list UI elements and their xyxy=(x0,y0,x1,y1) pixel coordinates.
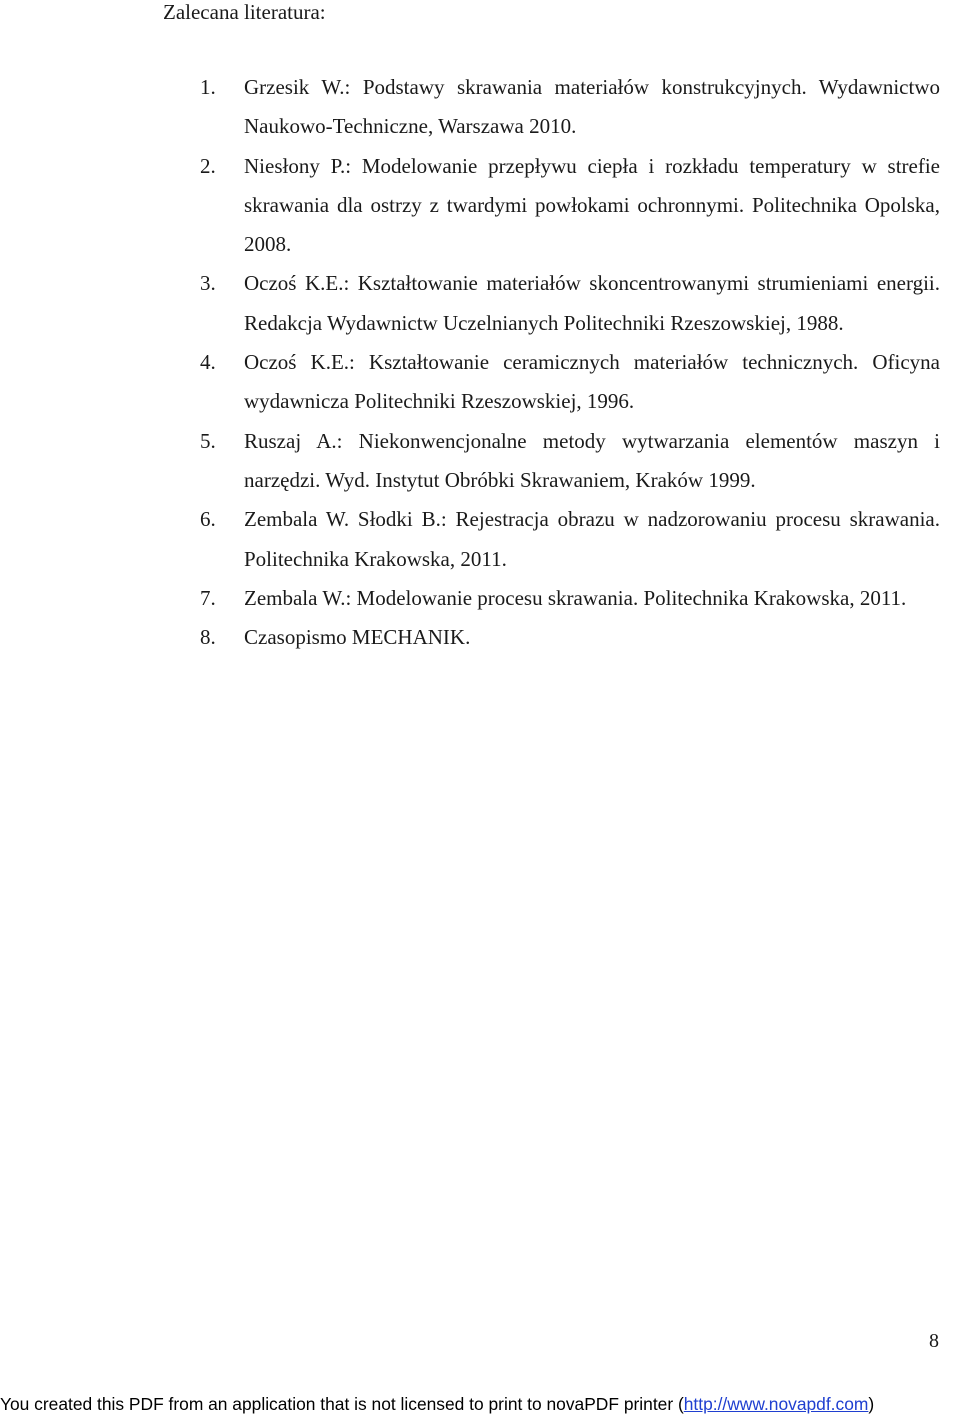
novapdf-link[interactable]: http://www.novapdf.com xyxy=(683,1394,869,1414)
reference-number: 7. xyxy=(200,585,216,610)
reference-text: Czasopismo MECHANIK. xyxy=(244,625,471,650)
reference-item xyxy=(200,343,940,422)
reference-text: Zembala W. Słodki B.: Rejestracja obrazu w nadzorowaniu procesu skrawania. Politechnika Krakowska, 2011. xyxy=(244,507,940,571)
reference-text: Niesłony P.: Modelowanie przepływu ciepła i rozkładu temperatury w strefie skrawania dla ostrzy z twardymi powłokami ochronnymi. Politechnika Opolska, 2008. xyxy=(244,153,940,257)
footer-text-before: You created this PDF from an application that is not licensed to print to novaPDF printer ( xyxy=(0,1394,684,1414)
reference-number: 1. xyxy=(200,75,216,99)
reference-number: 2. xyxy=(200,153,216,178)
reference-number: 3. xyxy=(200,271,216,296)
reference-item xyxy=(200,68,940,147)
reference-text: Ruszaj A.: Niekonwencjonalne metody wytwarzania elementów maszyn i narzędzi. Wyd. Instytut Obróbki Skrawaniem, Kraków 1999. xyxy=(244,428,940,492)
reference-number: 5. xyxy=(200,428,216,453)
reference-text: Oczoś K.E.: Kształtowanie ceramicznych materiałów technicznych. Oficyna wydawnicza Politechniki Rzeszowskiej, 1996. xyxy=(244,350,940,414)
reference-number: 8. xyxy=(200,625,216,650)
footer-text-after: ) xyxy=(868,1394,875,1414)
reference-list xyxy=(200,68,940,657)
reference-text: Zembala W.: Modelowanie procesu skrawania. Politechnika Krakowska, 2011. xyxy=(244,585,907,610)
reference-item xyxy=(200,500,940,579)
page-number: 8 xyxy=(929,1330,939,1352)
reference-item xyxy=(200,264,940,343)
reference-item xyxy=(200,147,940,265)
reference-text: Oczoś K.E.: Kształtowanie materiałów skoncentrowanymi strumieniami energii. Redakcja Wydawnictw Uczelnianych Politechniki Rzeszowskiej, 1988. xyxy=(244,271,940,335)
reference-item xyxy=(200,618,940,657)
section-heading: Zalecana literatura: xyxy=(163,0,326,24)
reference-item xyxy=(200,579,940,618)
reference-item xyxy=(200,422,940,501)
reference-text: Grzesik W.: Podstawy skrawania materiałów konstrukcyjnych. Wydawnictwo Naukowo-Techniczne, Warszawa 2010. xyxy=(244,75,940,139)
reference-number: 6. xyxy=(200,507,216,532)
printer-footer-note xyxy=(0,1393,960,1415)
reference-number: 4. xyxy=(200,350,216,375)
